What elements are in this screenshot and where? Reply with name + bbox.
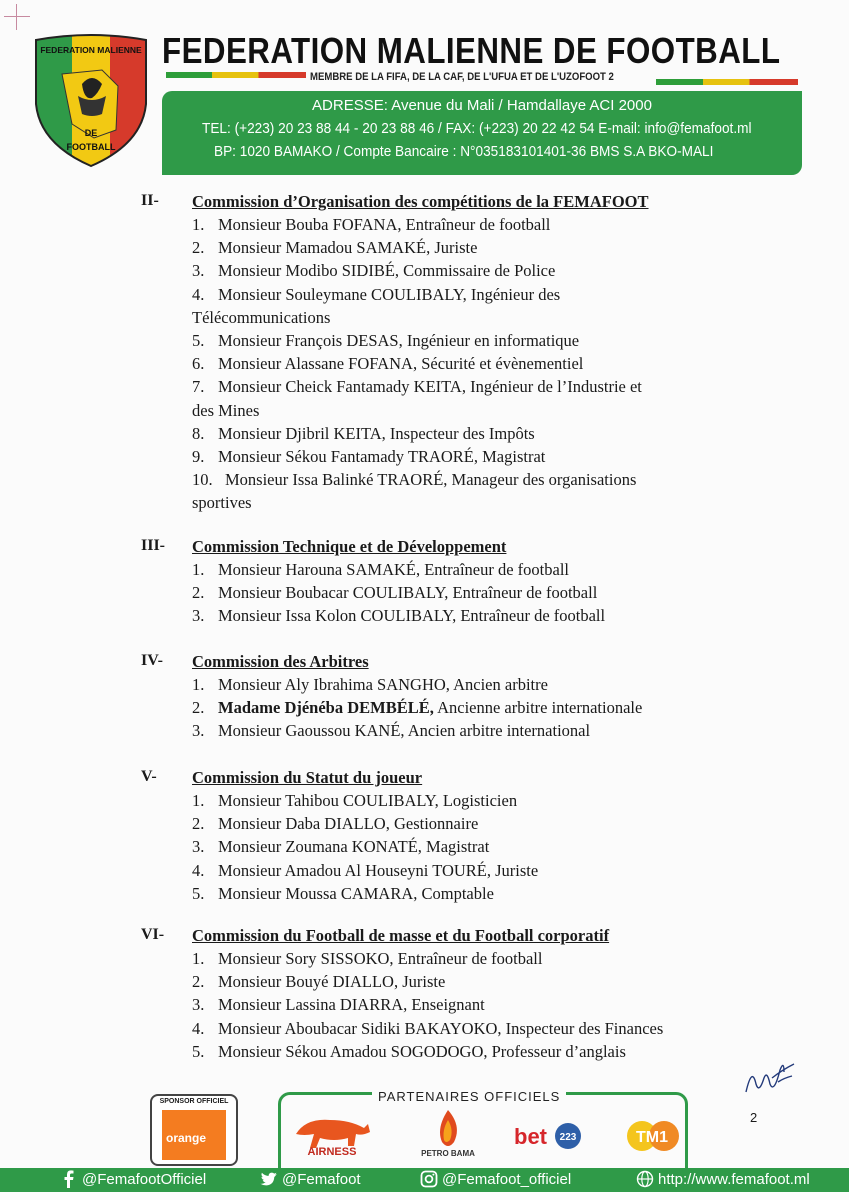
instagram-icon [420,1170,438,1188]
section-numeral: V- [141,768,157,785]
member-text: Monsieur Cheick Fantamady KEITA, Ingénieur de l’Industrie et [218,377,642,397]
member-item [192,696,772,719]
member-item [192,993,772,1016]
member-item [192,789,772,812]
member-item [192,719,772,742]
page-number: 2 [750,1110,758,1125]
member-item [192,213,772,236]
member-item [192,329,772,352]
petro-bama-logo [420,1106,476,1162]
item-number: 10. [192,470,213,490]
member-text: Monsieur Zoumana KONATÉ, Magistrat [218,837,490,857]
member-list [192,673,772,743]
member-item [192,970,772,993]
twitter-handle: @Femafoot [282,1170,361,1188]
member-item [192,1017,772,1040]
partners-title: PARTENAIRES OFFICIELS [372,1089,566,1104]
member-text: Monsieur Moussa CAMARA, Comptable [218,883,494,903]
item-number: 3. [192,606,205,626]
bet223-logo [512,1120,584,1152]
item-number: 5. [192,1041,205,1061]
website-link[interactable] [636,1170,810,1188]
item-number: 1. [192,560,205,579]
item-number: 1. [192,949,205,968]
instagram-link[interactable] [420,1170,571,1188]
member-item [192,558,772,581]
bet223-text: bet223 [546,1151,550,1152]
section-numeral: III- [141,537,166,554]
femafoot-logo [32,34,150,168]
website-url: http://www.femafoot.ml [658,1170,810,1188]
item-number: 8. [192,423,205,443]
member-item [192,812,772,835]
orange-logo-text: orange [166,1131,207,1145]
svg-text:223: 223 [559,1132,577,1143]
item-number: 3. [192,261,205,281]
facebook-link[interactable] [60,1170,206,1188]
member-item [192,422,772,445]
phone-email-line: TEL: (+223) 20 23 88 44 - 20 23 88 46 / FAX: (+223) 20 22 42 54 E-mail: info@femafoot.ml [202,121,752,137]
member-list [192,558,772,628]
logo-text-mid: DE [84,128,98,138]
item-number: 3. [192,995,205,1015]
member-text: Monsieur Souleymane COULIBALY, Ingénieur des [218,284,561,304]
item-number: 4. [192,284,205,304]
item-number: 3. [192,721,205,741]
section-title: Commission Technique et de Développement [192,537,507,556]
item-number: 1. [192,675,205,694]
section-numeral: VI- [141,926,165,943]
section-numeral: IV- [141,652,163,669]
section-numeral: II- [141,192,159,209]
member-text: Monsieur Tahibou COULIBALY, Logisticien [218,791,518,810]
logo-text-bottom: FOOTBALL [66,142,116,152]
member-text: Monsieur Boubacar COULIBALY, Entraîneur de football [218,583,598,603]
item-number: 7. [192,377,205,397]
member-text: Monsieur Amadou Al Houseyni TOURÉ, Juriste [218,860,539,880]
item-number: 2. [192,583,205,603]
member-list [192,947,772,1063]
item-number: 6. [192,354,205,374]
member-text: Monsieur Sory SISSOKO, Entraîneur de football [218,949,543,968]
item-number: 2. [192,698,205,718]
member-text: des Mines [192,400,260,420]
member-item [192,352,772,375]
logo-text-top: FEDERATION MALIENNE [40,45,142,55]
signature [742,1052,798,1098]
registration-mark [4,4,30,30]
member-text: Monsieur Sékou Amadou SOGODOGO, Professeur d’anglais [218,1041,626,1061]
member-item [192,581,772,604]
federation-title: FEDERATION MALIENNE DE FOOTBALL [162,30,781,71]
item-number: 4. [192,860,205,880]
member-text: Monsieur Aboubacar Sidiki BAKAYOKO, Inspecteur des Finances [218,1018,664,1038]
tm1-logo [620,1118,684,1154]
item-number: 4. [192,1018,205,1038]
item-number: 2. [192,972,205,992]
facebook-icon [60,1170,78,1188]
flag-stripe-left [166,72,306,78]
member-item [192,399,772,422]
flag-stripe-right [656,79,798,85]
airness-logo [290,1112,374,1158]
twitter-link[interactable] [260,1170,361,1188]
member-text: Monsieur Aly Ibrahima SANGHO, Ancien arbitre [218,675,548,694]
bank-line: BP: 1020 BAMAKO / Compte Bancaire : N°035183101401-36 BMS S.A BKO-MALI [214,144,714,160]
item-number: 3. [192,837,205,857]
member-item [192,859,772,882]
item-number: 1. [192,791,205,810]
item-number: 9. [192,447,205,467]
member-text: Monsieur Modibo SIDIBÉ, Commissaire de Police [218,261,556,281]
member-text: Monsieur Djibril KEITA, Inspecteur des Impôts [218,423,535,443]
member-item [192,445,772,468]
member-list [192,789,772,905]
item-number: 2. [192,238,205,258]
airness-text: AIRNESS [307,1146,357,1158]
member-item [192,306,772,329]
sponsor-box [150,1094,238,1166]
member-item [192,236,772,259]
instagram-handle: @Femafoot_officiel [442,1170,572,1188]
member-text: Monsieur Gaoussou KANÉ, Ancien arbitre international [218,721,591,741]
member-item [192,468,772,491]
member-item [192,947,772,970]
member-item [192,1040,772,1063]
address-line: ADRESSE: Avenue du Mali / Hamdallaye ACI 2000 [312,97,652,114]
sponsor-label: SPONSOR OFFICIEL [159,1098,229,1105]
member-item [192,882,772,905]
item-number: 1. [192,215,205,234]
member-item [192,491,772,514]
svg-text:bet: bet [514,1124,547,1149]
section-title: Commission du Statut du joueur [192,768,423,787]
member-item [192,259,772,282]
member-item [192,604,772,627]
globe-icon [636,1170,654,1188]
section-title: Commission du Football de masse et du Football corporatif [192,926,610,945]
member-text: Monsieur Lassina DIARRA, Enseignant [218,995,485,1015]
twitter-icon [260,1170,278,1188]
member-text: Monsieur Bouyé DIALLO, Juriste [218,972,446,992]
member-item [192,673,772,696]
membership-line: MEMBRE DE LA FIFA, DE LA CAF, DE L'UFUA ET DE L'UZOFOOT 2 [310,71,614,83]
member-text: Monsieur Bouba FOFANA, Entraîneur de football [218,215,551,234]
member-name-bold: Madame Djénéba DEMBÉLÉ, [218,698,434,718]
member-text: Monsieur Sékou Fantamady TRAORÉ, Magistrat [218,447,546,467]
contact-box [162,91,802,175]
item-number: 5. [192,331,205,351]
member-text: Monsieur Issa Kolon COULIBALY, Entraîneur de football [218,606,606,626]
section-title: Commission d’Organisation des compétitions de la FEMAFOOT [192,192,649,211]
member-item [192,283,772,306]
section-title: Commission des Arbitres [192,652,369,671]
petro-bama-text: PETRO BAMA [421,1149,475,1158]
member-text: Ancienne arbitre internationale [433,698,643,718]
member-item [192,375,772,398]
member-text: sportives [192,493,252,513]
member-item [192,835,772,858]
tm1-text: TM1 [636,1129,668,1146]
item-number: 5. [192,883,205,903]
facebook-handle: @FemafootOfficiel [82,1170,207,1188]
member-text: Télécommunications [192,307,331,327]
member-text: Monsieur Issa Balinké TRAORÉ, Manageur des organisations [225,470,637,490]
member-text: Monsieur Alassane FOFANA, Sécurité et évènementiel [218,354,584,374]
member-text: Monsieur Harouna SAMAKÉ, Entraîneur de football [218,560,570,579]
member-text: Monsieur François DESAS, Ingénieur en informatique [218,331,580,351]
member-text: Monsieur Daba DIALLO, Gestionnaire [218,814,479,834]
member-list [192,213,772,515]
member-text: Monsieur Mamadou SAMAKÉ, Juriste [218,238,478,258]
item-number: 2. [192,814,205,834]
footer-social-bar [0,1168,849,1192]
